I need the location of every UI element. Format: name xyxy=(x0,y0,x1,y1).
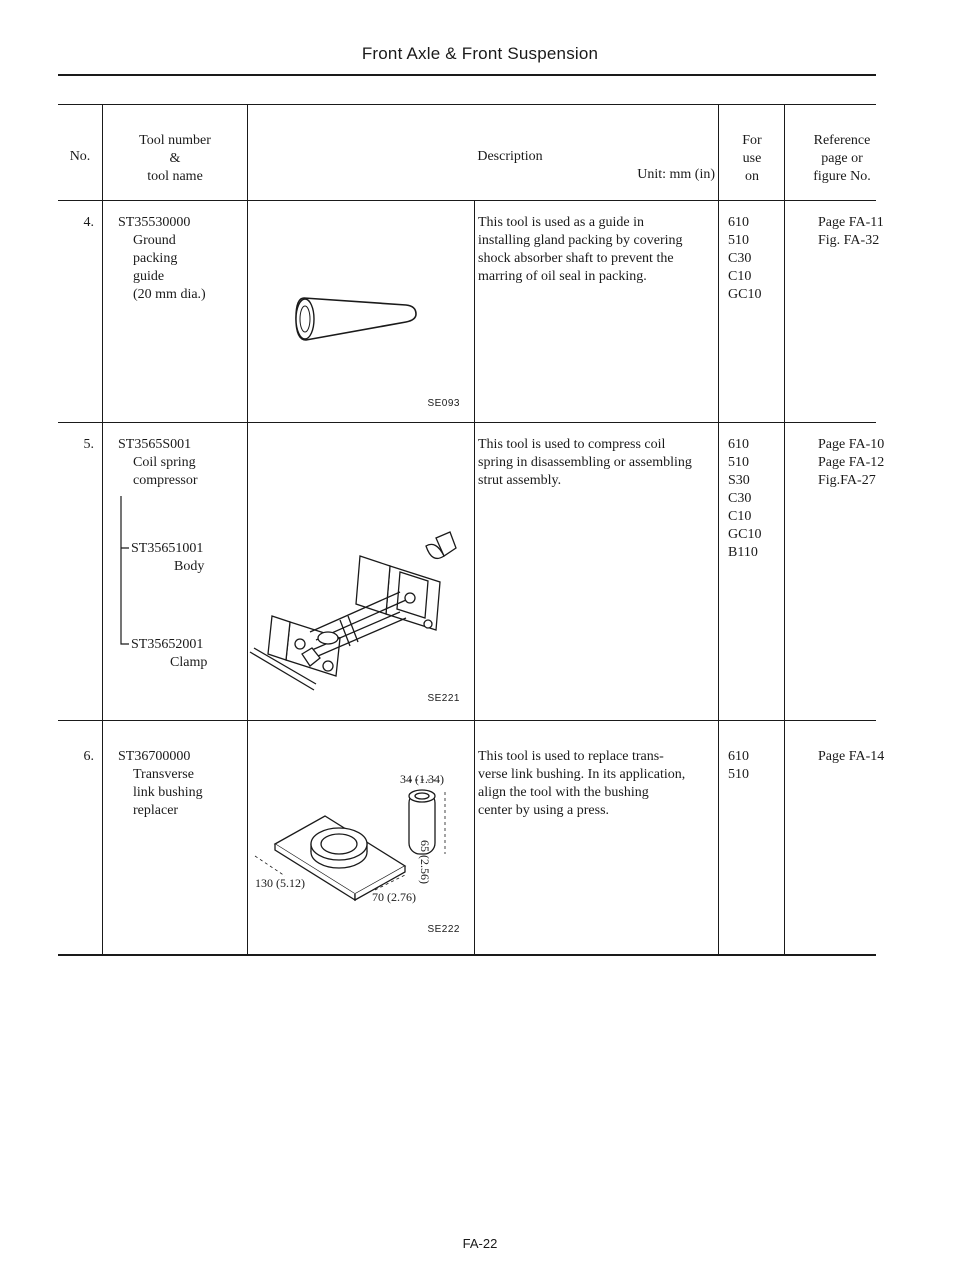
row-number: 5. xyxy=(83,437,94,452)
tool-name-line: packing xyxy=(133,251,178,266)
dimension-label: 70 (2.76) xyxy=(372,890,416,904)
column-divider xyxy=(474,200,475,954)
figure-code: SE221 xyxy=(427,693,460,704)
header-line: figure No. xyxy=(813,169,871,184)
tool-name-line: Coil spring xyxy=(133,455,196,470)
description-line: spring in disassembling or assembling xyxy=(478,455,692,470)
title-rule xyxy=(58,74,876,76)
model-code: 610 xyxy=(728,749,749,764)
description xyxy=(478,214,716,286)
sub-tool-name: Body xyxy=(174,559,205,574)
sub-tool-bracket xyxy=(120,496,132,646)
reference: Page FA-12 xyxy=(818,455,885,470)
column-header-no: No. xyxy=(69,149,91,164)
figure-code: SE222 xyxy=(427,924,460,935)
description-line: installing gland packing by covering xyxy=(478,233,683,248)
description-line: verse link bushing. In its application, xyxy=(478,767,686,782)
tool-number: ST36700000 xyxy=(118,749,191,764)
table-bottom-rule xyxy=(58,954,876,956)
description-line: This tool is used to replace trans- xyxy=(478,749,664,764)
description-line: align the tool with the bushing xyxy=(478,785,649,800)
description-line: This tool is used to compress coil xyxy=(478,437,666,452)
column-header-for-use-on xyxy=(720,132,784,186)
reference-list xyxy=(818,748,884,766)
page-title: Front Axle & Front Suspension xyxy=(361,44,599,63)
tool-name-line: Transverse xyxy=(133,767,194,782)
reference-list xyxy=(818,436,884,490)
row-divider xyxy=(58,720,876,721)
model-code: C10 xyxy=(728,269,752,284)
column-header-description: Description xyxy=(477,149,543,164)
reference: Page FA-14 xyxy=(818,749,885,764)
sub-tool-number: ST35652001 xyxy=(131,637,204,652)
header-line: For xyxy=(742,133,762,148)
row-number: 6. xyxy=(83,749,94,764)
dimension-label: 130 (5.12) xyxy=(255,876,305,890)
sub-tool-name: Clamp xyxy=(170,655,208,670)
model-code: 510 xyxy=(728,455,749,470)
column-header-reference xyxy=(786,132,898,186)
tool-number: ST3565S001 xyxy=(118,437,192,452)
tool-name-line: link bushing xyxy=(133,785,203,800)
model-code: 510 xyxy=(728,233,749,248)
tool-name-line: replacer xyxy=(133,803,179,818)
for-use-on-list xyxy=(728,214,761,304)
header-line: & xyxy=(169,151,181,166)
description-line: strut assembly. xyxy=(478,473,562,488)
row-number: 4. xyxy=(83,215,94,230)
reference: Fig. FA-32 xyxy=(818,233,880,248)
tool-name-line: Ground xyxy=(133,233,176,248)
description-line: shock absorber shaft to prevent the xyxy=(478,251,674,266)
header-line: Tool number xyxy=(139,133,211,148)
header-line: on xyxy=(745,169,759,184)
model-code: 510 xyxy=(728,767,749,782)
description-line: marring of oil seal in packing. xyxy=(478,269,647,284)
description xyxy=(478,748,716,820)
tool-number: ST35530000 xyxy=(118,215,191,230)
reference: Page FA-10 xyxy=(818,437,885,452)
model-code: GC10 xyxy=(728,527,762,542)
model-code: C30 xyxy=(728,491,752,506)
tool-name xyxy=(133,766,203,820)
header-line: Reference xyxy=(813,133,871,148)
table-top-rule xyxy=(58,104,876,105)
model-code: C30 xyxy=(728,251,752,266)
description xyxy=(478,436,716,490)
packing-guide-illustration xyxy=(290,292,420,352)
column-header-tool xyxy=(104,132,246,186)
column-divider xyxy=(102,104,103,954)
tool-name-line: compressor xyxy=(133,473,198,488)
tool-name-line: guide xyxy=(133,269,165,284)
reference: Fig.FA-27 xyxy=(818,473,876,488)
header-bottom-rule xyxy=(58,200,876,201)
column-divider xyxy=(718,104,719,954)
model-code: 610 xyxy=(728,215,749,230)
page-number: FA-22 xyxy=(462,1236,498,1251)
column-divider xyxy=(784,104,785,954)
column-header-unit: Unit: mm (in) xyxy=(637,167,715,182)
for-use-on-list xyxy=(728,748,749,784)
header-line: page or xyxy=(821,151,863,166)
coil-spring-compressor-illustration xyxy=(250,526,460,692)
dimension-label: 65 (2.56) xyxy=(418,840,432,884)
tool-name xyxy=(133,232,206,304)
reference: Page FA-11 xyxy=(818,215,884,230)
header-line: use xyxy=(742,151,762,166)
reference-list xyxy=(818,214,884,250)
sub-tool-number: ST35651001 xyxy=(131,541,204,556)
header-line: tool name xyxy=(147,169,203,184)
tool-name-line: (20 mm dia.) xyxy=(133,287,206,302)
model-code: 610 xyxy=(728,437,749,452)
model-code: B110 xyxy=(728,545,758,560)
row-divider xyxy=(58,422,876,423)
tool-name xyxy=(133,454,198,490)
column-divider xyxy=(247,104,248,954)
model-code: S30 xyxy=(728,473,750,488)
dimension-label: 34 (1.34) xyxy=(400,772,444,786)
description-line: This tool is used as a guide in xyxy=(478,215,645,230)
model-code: GC10 xyxy=(728,287,762,302)
for-use-on-list xyxy=(728,436,761,562)
model-code: C10 xyxy=(728,509,752,524)
figure-code: SE093 xyxy=(427,398,460,409)
description-line: center by using a press. xyxy=(478,803,610,818)
